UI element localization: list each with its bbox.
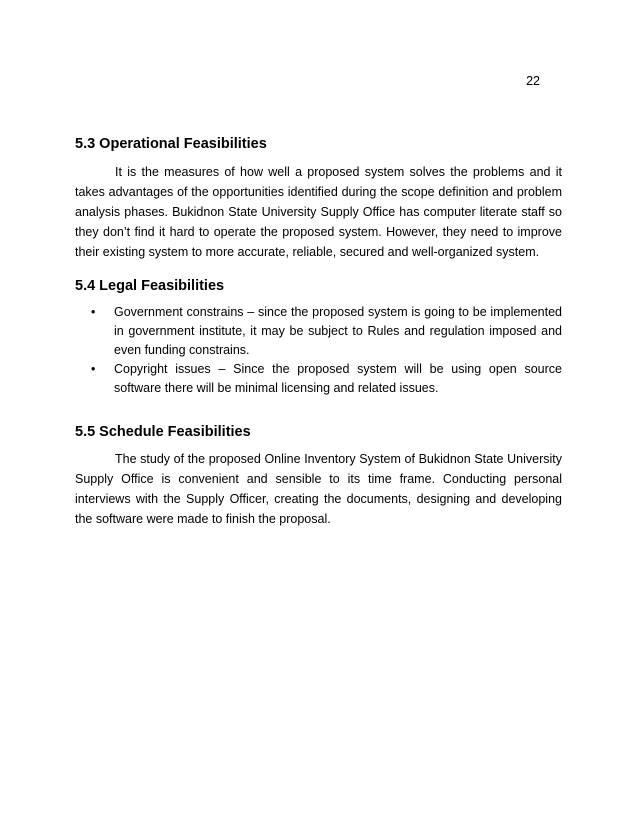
section-paragraph-schedule-feasibilities: The study of the proposed Online Inventory System of Bukidnon State University Supply Office is convenient and sensible to its time frame. Conducting personal interviews with the Supply Officer, creating the documents, designing and developing the software were made to finish the proposal. (75, 452, 562, 526)
list-item-government-constrains (75, 303, 562, 360)
page-number: 22 (526, 74, 540, 88)
bullet-icon: • (91, 362, 96, 376)
section-heading-legal-feasibilities: 5.4 Legal Feasibilities (75, 278, 225, 294)
list-item-copyright-issues (75, 360, 562, 398)
bullet-icon: • (91, 305, 96, 319)
section-paragraph-operational-feasibilities: It is the measures of how well a proposed system solves the problems and it takes advantages of the opportunities identified during the scope definition and problem analysis phases. Bukidnon State University Supply Office has computer literate staff so they don’t find it hard to operate the proposed system. However, they need to improve their existing system to more accurate, reliable, secured and well-organized system. (75, 165, 562, 259)
list-item-text: Government constrains – since the proposed system is going to be implemented in government institute, it may be subject to Rules and regulation imposed and even funding constrains. (114, 305, 562, 357)
section-heading-schedule-feasibilities: 5.5 Schedule Feasibilities (75, 424, 251, 440)
legal-feasibilities-list (75, 303, 562, 398)
section-heading-operational-feasibilities: 5.3 Operational Feasibilities (75, 136, 267, 152)
list-item-text: Copyright issues – Since the proposed system will be using open source software there will be minimal licensing and related issues. (114, 362, 562, 395)
page-content (75, 134, 562, 529)
